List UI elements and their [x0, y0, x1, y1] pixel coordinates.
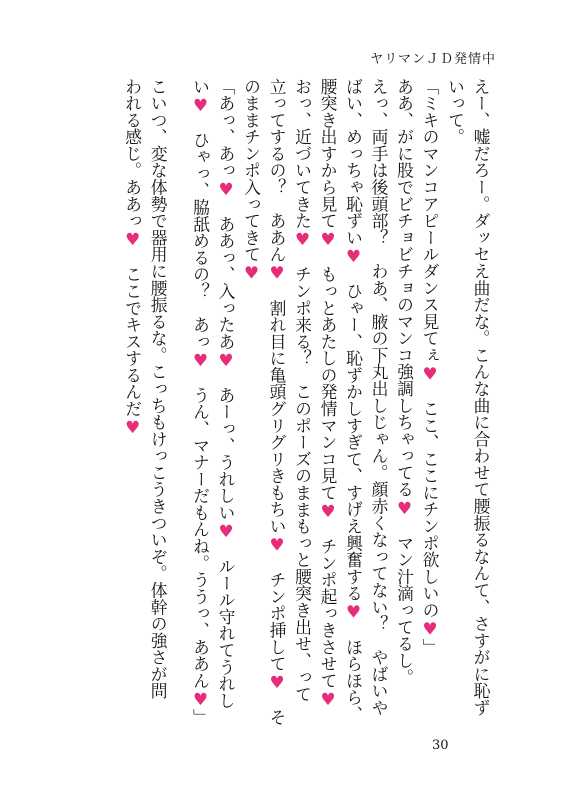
text-line — [145, 78, 187, 728]
text-line — [119, 78, 145, 728]
heart-icon: ♥ — [122, 417, 143, 438]
heart-icon: ♥ — [190, 94, 211, 115]
text-segment: マン汁滴ってるし。 — [394, 517, 415, 686]
text-line — [442, 78, 468, 728]
text-segment: 立ってするの？ ああん — [267, 78, 287, 263]
heart-icon: ♥ — [216, 521, 236, 541]
text-segment: ばい、めっちゃ恥ずい — [343, 78, 364, 246]
text-segment: こいつ、変な体勢で器用に腰振るな。こっちもけっこうきついぞ。体幹の強さが問 — [148, 78, 169, 700]
text-segment: 割れ目に亀頭グリグリきもちい — [267, 282, 287, 535]
heart-icon: ♥ — [241, 262, 262, 283]
text-segment: もっとあたしの発情マンコ見て — [318, 249, 338, 501]
text-segment: ここ、ここにチンポ欲しいの — [420, 383, 440, 619]
heart-icon: ♥ — [216, 349, 236, 370]
text-segment: ああ、がに股でビチョビチョのマンコ強調しちゃってる — [394, 78, 415, 498]
text-segment: そ — [267, 692, 287, 726]
text-segment: チンポ起っきさせて — [318, 520, 338, 689]
text-line — [366, 78, 392, 728]
heart-icon: ♥ — [190, 688, 211, 709]
text-line — [264, 78, 290, 728]
text-line — [468, 78, 494, 728]
text-segment: 」 — [420, 638, 440, 656]
text-segment: チンポ来る？ このポーズのままもっと腰突き出せ、って — [292, 249, 313, 703]
heart-icon: ♥ — [267, 534, 287, 555]
text-line — [340, 78, 366, 728]
heart-icon: ♥ — [267, 262, 287, 283]
heart-icon: ♥ — [122, 229, 143, 250]
heart-icon: ♥ — [292, 229, 313, 250]
text-segment: ああっ、入ったあ — [216, 198, 236, 350]
heart-icon: ♥ — [343, 601, 364, 622]
text-segment: ルール守れてうれし — [216, 541, 236, 709]
text-segment: ここでキスするんだ — [122, 249, 143, 418]
text-segment: うん、マナーだもんね。ううっ、ああん — [190, 369, 211, 689]
text-segment: いって。 — [445, 78, 466, 146]
heart-icon: ♥ — [343, 245, 364, 266]
text-line — [213, 78, 239, 728]
text-segment: 腰突き出すから見て — [318, 78, 338, 230]
text-segment: 「あっ、あっ — [216, 78, 236, 179]
novel-body-text — [68, 78, 493, 728]
text-segment: ひゃっ、脇舐めるの？ あっ — [190, 114, 211, 350]
heart-icon: ♥ — [318, 688, 338, 709]
text-segment: えっ、両手は後頭部？ わあ、腋の下丸出しじゃん。顔赤くなってない？ やばいや — [369, 78, 389, 717]
heart-icon: ♥ — [420, 363, 440, 384]
text-segment: い — [190, 78, 211, 95]
text-segment: 「ミキのマンコアピールダンス見てぇ — [420, 78, 440, 364]
heart-icon: ♥ — [267, 672, 287, 693]
text-line — [187, 78, 213, 728]
heart-icon: ♥ — [394, 497, 415, 518]
text-segment: 」 — [190, 708, 211, 726]
heart-icon: ♥ — [420, 618, 440, 639]
text-segment: ほらほら、 — [343, 621, 364, 723]
text-segment: ひゃー、恥ずかしすぎて、すげえ興奮する — [343, 265, 364, 602]
text-line — [315, 78, 341, 728]
heart-icon: ♥ — [216, 178, 236, 199]
text-segment: おっ、近づいてきた — [292, 78, 313, 230]
text-line — [391, 78, 417, 728]
text-segment: あーっ、うれしい — [216, 369, 236, 521]
text-line — [417, 78, 443, 728]
text-segment: えー、嘘だろー。ダッセえ曲だな。こんな曲に合わせて腰振るなんて、さすがに恥ず — [471, 78, 491, 717]
running-header: ヤリマンＪＤ発情中 — [370, 52, 496, 67]
heart-icon: ♥ — [318, 229, 338, 250]
text-line — [289, 78, 315, 728]
heart-icon: ♥ — [318, 500, 338, 521]
text-segment: チンポ挿して — [267, 554, 287, 673]
page-number: 30 — [432, 738, 449, 753]
text-segment: のままチンポ入ってきて — [241, 78, 262, 263]
text-line — [238, 78, 264, 728]
text-segment: われる感じ。ああっ — [122, 78, 143, 230]
heart-icon: ♥ — [190, 349, 211, 370]
